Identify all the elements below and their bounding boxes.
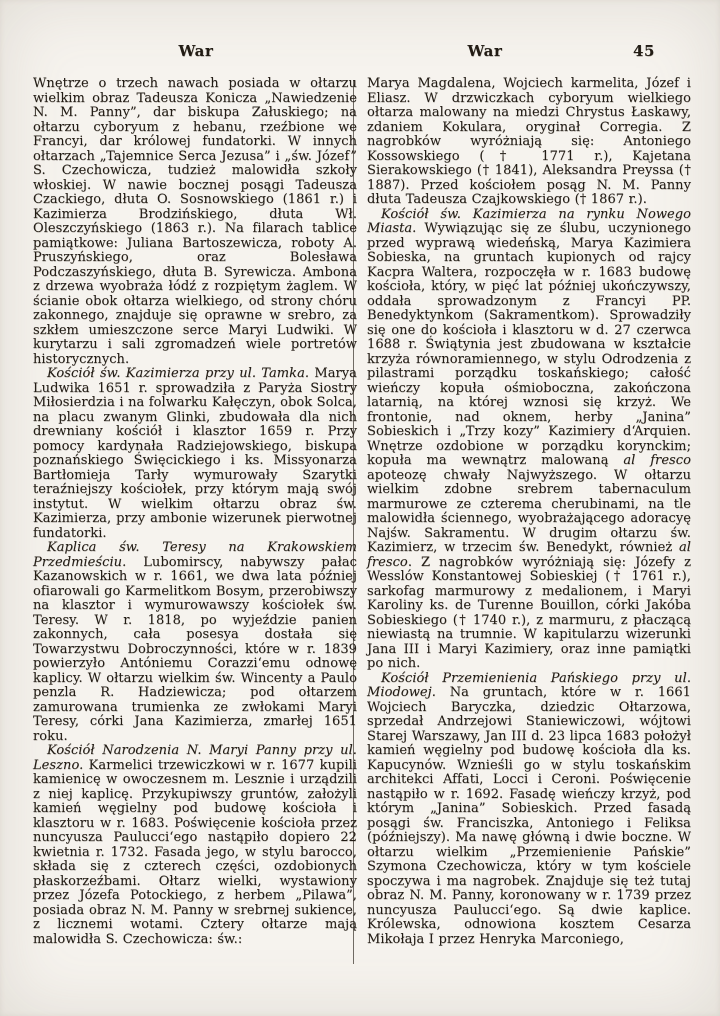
text-column-left — [33, 77, 357, 947]
text-segment: Na gruntach, które w r. 1661 Wojciech Baryczka, dziedzic Ołtarzowa, sprzedał Andrzejowi Staniewiczowi, wójtowi Starej Warszawy, Jan III d. 23 lipca 1683 położył kamień węgielny pod budowę kościoła dla ks. Kapucynów. Wznieśli go w stylu toskańskim architekci Affati, Locci i Ceroni. Poświęcenie nastąpiło w r. 1692. Fasadę wieńczy krzyż, pod którym „Janina” Sobieskich. Przed fasadą posągi św. Franciszka, Antoniego i Feliksa (późniejszy). Ma nawę główną i dwie boczne. W ołtarzu wielkim „Przemienienie Pańskie” Szymona Czechowicza, który w tym kościele spoczywa i ma nagrobek. Znajduje się też tutaj obraz N. M. Panny, koronowany w r. 1739 przez nuncyusza Paulucci‘ego. Są dwie kaplice. Królewska, odnowiona kosztem Cesarza Mikołaja I przez Henryka Marconiego, — [367, 685, 691, 947]
section-heading: Kaplica św. Teresy na Krakowskiem Przedmieściu. — [33, 540, 357, 570]
running-title-left: War — [178, 42, 214, 60]
section-heading: Kościół św. Kazimierza przy ul. Tamka. — [47, 366, 310, 381]
paragraph — [367, 77, 691, 208]
text-segment: Karmelici trzewiczkowi w r. 1677 kupili kamienicę w owoczesnem m. Lesznie i urządzili z niej kaplicę. Przykupiwszy gruntów, założyli kamień węgielny pod budowę kościoła i klasztoru w r. 1683. Poświęcenie kościoła przez nuncyusza Paulucci‘ego nastąpiło dopiero 22 kwietnia r. 1732. Fasada jego, w stylu barocco, składa się z czterech części, ozdobionych płaskorzeźbami. Ołtarz wielki, wystawiony przez Józefa Potockiego, z herbem „Pilawa”, posiada obraz N. M. Panny w srebrnej sukience, z licznemi wotami. Cztery ołtarze mają malowidła S. Czechowicza: św.: — [33, 757, 357, 947]
paragraph — [33, 744, 357, 947]
paragraph — [367, 208, 691, 672]
paragraph — [367, 672, 691, 948]
text-segment: apoteozę chwały Najwyższego. W ołtarzu wielkim zdobne srebrem tabernaculum marmurowe ze czterema cherubinami, na tle malowidła ściennego, wyobrażającego adoracyę Najśw. Sakramentu. W drugim ołtarzu św. Kazimierz, w trzecim św. Benedykt, również — [367, 467, 691, 555]
section-heading: Kościół Przemienienia Pańskiego przy ul. Miodowej. — [367, 670, 691, 700]
text-segment: al fresco — [623, 453, 691, 468]
text-segment: Lubomirscy, nabywszy pałac Kazanowskich w r. 1661, we dwa lata później ofiarowali go Karmelitkom Bosym, przerobiwszy na klasztor i wymurowawszy kościołek św. Teresy. W r. 1818, po wyjeździe panien zakonnych, cała posesya dostała się Towarzystwu Dobroczynności, które w r. 1839 powierzyło Antóniemu Corazzi‘emu odnowę kaplicy. W ołtarzu wielkim św. Wincenty a Paulo penzla R. Hadziewicza; pod ołtarzem zamurowana trumienka ze zwłokami Maryi Teresy, córki Jana Kazimierza, zmarłej 1651 roku. — [33, 554, 357, 744]
text-segment: Wywiązując się ze ślubu, uczynionego przed wyprawą wiedeńską, Marya Kazimiera Sobieska, na gruntach kupionych od rajcy Kacpra Waltera, rozpoczęła w r. 1683 budowę kościoła, który, w pięć lat później ukończywszy, oddała sprowadzonym z Francyi PP. Benedyktynkom (Sakramentkom). Sprowadziły się one do kościoła i klasztoru w d. 27 czerwca 1688 r. Świątynia jest zbudowana w kształcie krzyża równoramiennego, w stylu Odrodzenia z pilastrami porządku toskańskiego; całość wieńczy kopuła ośmioboczna, zakończona latarnią, na której wznosi się krzyż. We frontonie, nad oknem, herby „Janina” Sobieskich i „Trzy kozy” Kazimiery d‘Arquien. Wnętrze ozdobione w porządku korynckim; kopuła ma wewnątrz malowaną — [367, 221, 691, 468]
text-segment: Wnętrze o trzech nawach posiada w ołtarzu wielkim obraz Tadeusza Konicza „Nawiedzenie N. M. Panny”, dar biskupa Załuskiego; na ołtarzu cyboryum z hebanu, rzeźbione we Francyi, dar królowej fundatorki. W innych ołtarzach „Tajemnice Serca Jezusa” i „św. Józef” S. Czechowicza, tudzież malowidła szkoły włoskiej. W nawie bocznej posągi Tadeusza Czackiego, dłuta O. Sosnowskiego (1861 r.) i Kazimierza Brodzińskiego, dłuta Wł. Oleszczyńskiego (1863 r.). Na filarach tablice pamiątkowe: Juliana Bartoszewicza, roboty A. Pruszyńskiego, oraz Bolesława Podczaszyńskiego, dłuta B. Syrewicza. Ambona z drzewa wyobraża łódź z rozpiętym żaglem. W ścianie obok ołtarza wielkiego, od strony chóru zakonnego, znajduje się oprawne w srebro, za szkłem umieszczone serce Maryi Ludwiki. W kurytarzu i sali zgromadzeń wiele portretów historycznych. — [33, 76, 357, 367]
text-column-right — [367, 77, 691, 947]
paragraph — [33, 541, 357, 744]
page-number: 45 — [632, 42, 656, 60]
paragraph — [33, 367, 357, 541]
text-columns — [33, 77, 691, 947]
text-segment: . Z nagrobków wyróżniają się: Józefy z Wesslów Konstantowej Sobieskiej († 1761 r.), sarkofag marmurowy z medalionem, i Maryi Karoliny ks. de Turenne Bouillon, córki Jakóba Sobieskiego († 1740 r.), z marmuru, z płaczącą niewiastą na trumnie. W kapitularzu wizerunki Jana III i Maryi Kazimiery, oraz inne pamiątki po nich. — [367, 554, 691, 671]
running-title-right: War — [467, 42, 503, 60]
paragraph — [33, 77, 357, 367]
section-heading: Kościół św. Kazimierza na rynku Nowego Miasta. — [367, 206, 691, 236]
text-segment: al fresco — [367, 540, 691, 570]
text-segment: Marya Ludwika 1651 r. sprowadziła z Paryża Siostry Miłosierdzia i na folwarku Kałęczyn, obok Solca, na placu zwanym Glinki, zbudowała dla nich drewniany kościół i klasztor 1659 r. Przy pomocy kardynała Radziejowskiego, biskupa poznańskiego Święcickiego i ks. Missyonarza Bartłomieja Tarły wymurowały Szarytki teraźniejszy kościołek, przy którym mają swój instytut. W wielkim ołtarzu obraz św. Kazimierza, przy ambonie wizerunek pierwotnej fundatorki. — [33, 366, 357, 541]
text-segment: Marya Magdalena, Wojciech karmelita, Józef i Eliasz. W drzwiczkach cyboryum wielkiego ołtarza malowany na miedzi Chrystus Łaskawy, zdaniem Kokulara, oryginał Corregia. Z nagrobków wyróżniają się: Antoniego Kossowskiego († 1771 r.), Kajetana Sierakowskiego († 1841), Aleksandra Preyssa († 1887). Przed kościołem posąg N. M. Panny dłuta Tadeusza Czajkowskiego († 1867 r.). — [367, 76, 691, 207]
section-heading: Kościół Narodzenia N. Maryi Panny przy ul. Leszno. — [33, 743, 357, 773]
